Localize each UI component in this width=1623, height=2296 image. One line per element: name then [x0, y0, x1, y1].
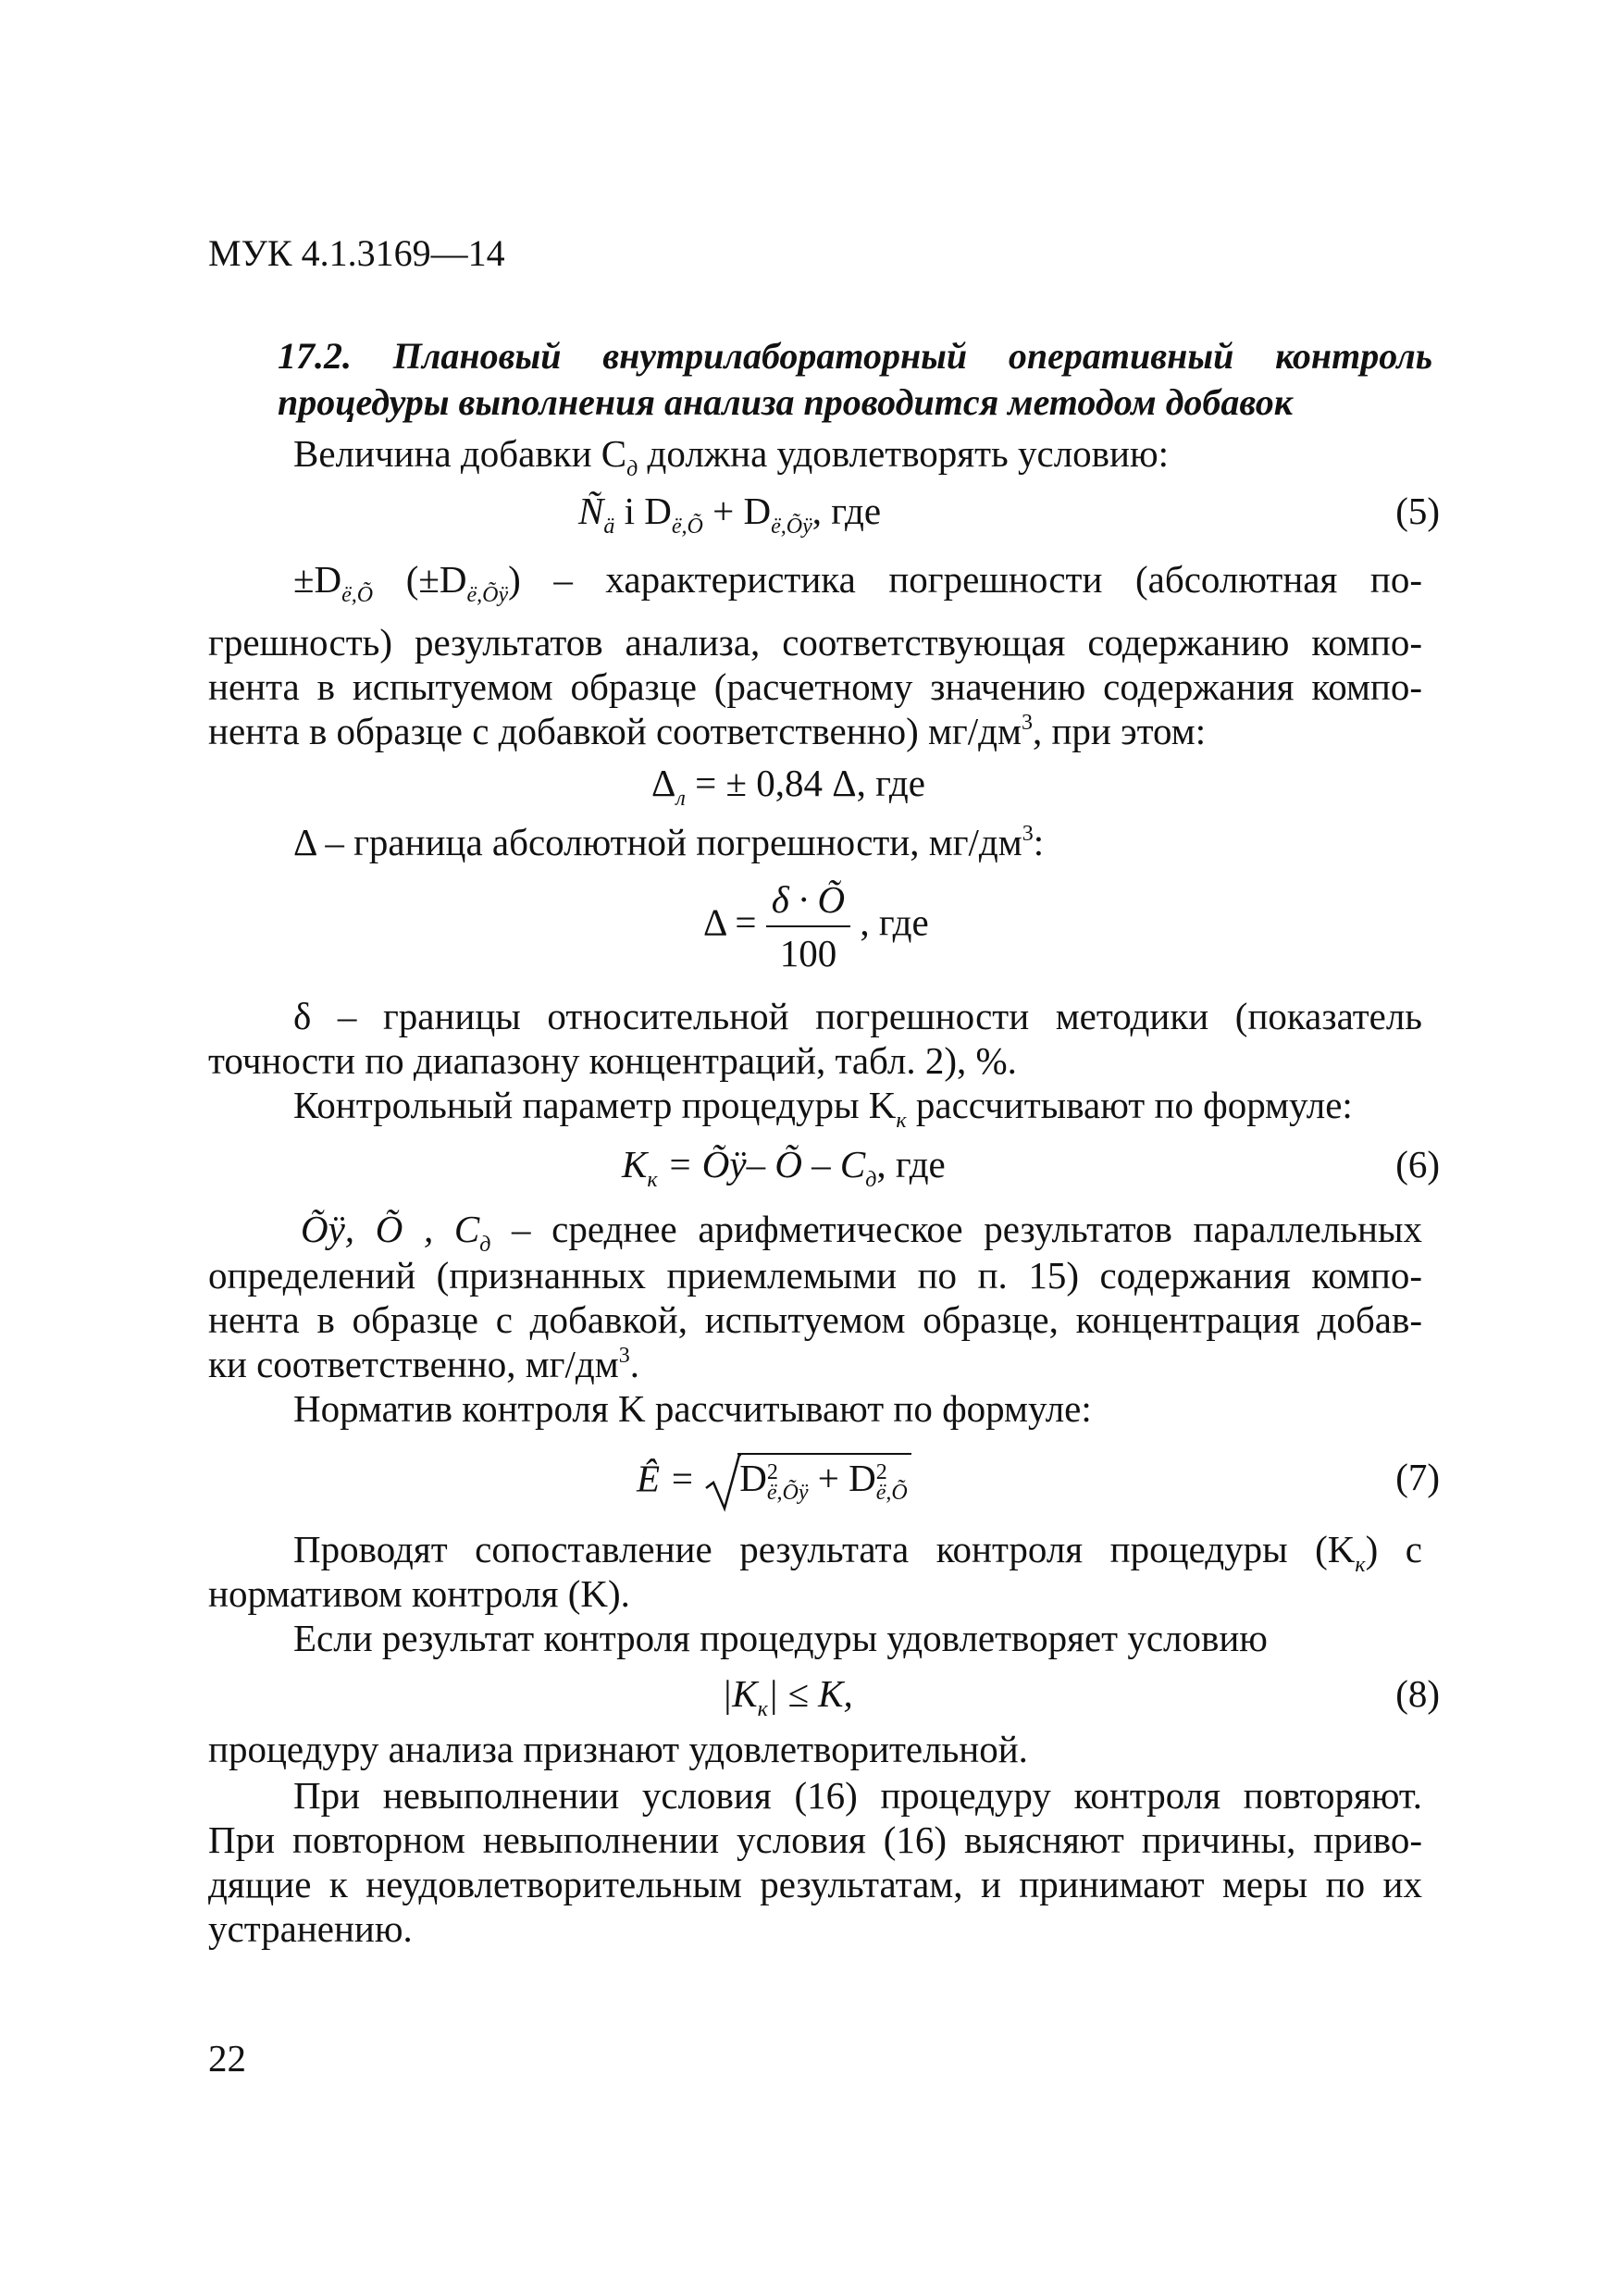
equation-5: $Ñ_ä$ i $D_{ë,Õ} + D_{ë,Õÿ}$, где: [578, 490, 882, 539]
paragraph-comparison-line-1: Проводят сопоставление результата контроля процедуры $(K_к)$ с: [293, 1528, 1422, 1577]
paragraph-error-line-4: нента в образце с добавкой соответственно) $мг/дм^3$, при этом:: [208, 710, 1207, 752]
equation-8: $|K_к| \le K$,: [722, 1672, 853, 1721]
section-title-line-1: 17.2. Плановый внутрилабораторный оперативный контроль: [278, 335, 1432, 377]
equation-delta: Δ = $\frac{\delta \cdot Õ}{100}$ , где: [703, 878, 929, 974]
fraction-denominator: 100: [779, 932, 837, 974]
equation-5-number: (5): [1395, 490, 1440, 532]
paragraph-mean-line-3: нента в образце с добавкой, испытуемом образце, концентрация добав-: [208, 1298, 1422, 1341]
paragraph-mean-line-4: ки соответственно, $мг/дм^3$.: [208, 1343, 639, 1385]
paragraph-error-line-2: грешность) результатов анализа, соответствующая содержанию компо-: [208, 621, 1422, 664]
page-number: 22: [208, 2037, 246, 2079]
document-header: МУК 4.1.3169—14: [208, 232, 505, 274]
paragraph-relative-line-1: δ – границы относительной погрешности методики (показатель: [293, 995, 1422, 1037]
equation-6: $K_к$ = Õÿ– Õ – $C_д$, где: [622, 1143, 946, 1192]
equation-delta-l: $\Delta_л$ = ± 0,84 Δ, где: [651, 762, 925, 811]
section-title-line-2: процедуры выполнения анализа проводится методом добавок: [278, 381, 1294, 423]
equation-7-number: (7): [1395, 1456, 1440, 1498]
equation-8-number: (8): [1395, 1672, 1440, 1715]
paragraph-control-norm: Норматив контроля K рассчитывают по формуле:: [293, 1387, 1092, 1430]
paragraph-additive: Величина добавки $C_д$ должна удовлетворять условию:: [293, 432, 1169, 481]
paragraph-comparison-line-2: нормативом контроля (K).: [208, 1572, 630, 1615]
equation-7: Ê = D 2 ë,Õÿ + D 2 ë,Õ: [637, 1453, 911, 1512]
paragraph-relative-line-2: точности по диапазону концентраций, табл. 2), %.: [208, 1039, 1017, 1082]
paragraph-error-line-3: нента в испытуемом образце (расчетному значению содержания компо-: [208, 665, 1422, 708]
fraction-numerator: δ · Õ: [766, 877, 850, 927]
paragraph-repeat-line-2: При повторном невыполнении условия (16) выясняют причины, приво-: [208, 1818, 1422, 1861]
paragraph-repeat-line-3: дящие к неудовлетворительным результатам, и принимают меры по их: [208, 1863, 1422, 1905]
paragraph-mean-line-1: Õÿ, Õ , $C_д$ – среднее арифметическое результатов параллельных: [301, 1208, 1422, 1257]
paragraph-repeat-line-1: При невыполнении условия (16) процедуру контроля повторяют.: [293, 1774, 1422, 1817]
paragraph-satisfactory: процедуру анализа признают удовлетворительной.: [208, 1728, 1028, 1770]
equation-6-number: (6): [1395, 1143, 1440, 1185]
sqrt-sign: [704, 1453, 741, 1512]
paragraph-control-parameter: Контрольный параметр процедуры $K_к$ рассчитывают по формуле:: [293, 1084, 1353, 1133]
paragraph-delta-definition: Δ – граница абсолютной погрешности, $мг/дм^3$:: [293, 821, 1045, 863]
sqrt-radicand: D 2 ë,Õÿ + D 2 ë,Õ: [737, 1453, 911, 1499]
paragraph-mean-line-2: определений (признанных приемлемыми по п. 15) содержания компо-: [208, 1254, 1422, 1297]
paragraph-condition: Если результат контроля процедуры удовлетворяет условию: [293, 1617, 1268, 1659]
paragraph-repeat-line-4: устранению.: [208, 1907, 413, 1950]
paragraph-error-line-1: $\pm D_{ë,Õ}$ $(\pm D_{ë,Õÿ})$ – характеристика погрешности (абсолютная по-: [293, 558, 1422, 607]
